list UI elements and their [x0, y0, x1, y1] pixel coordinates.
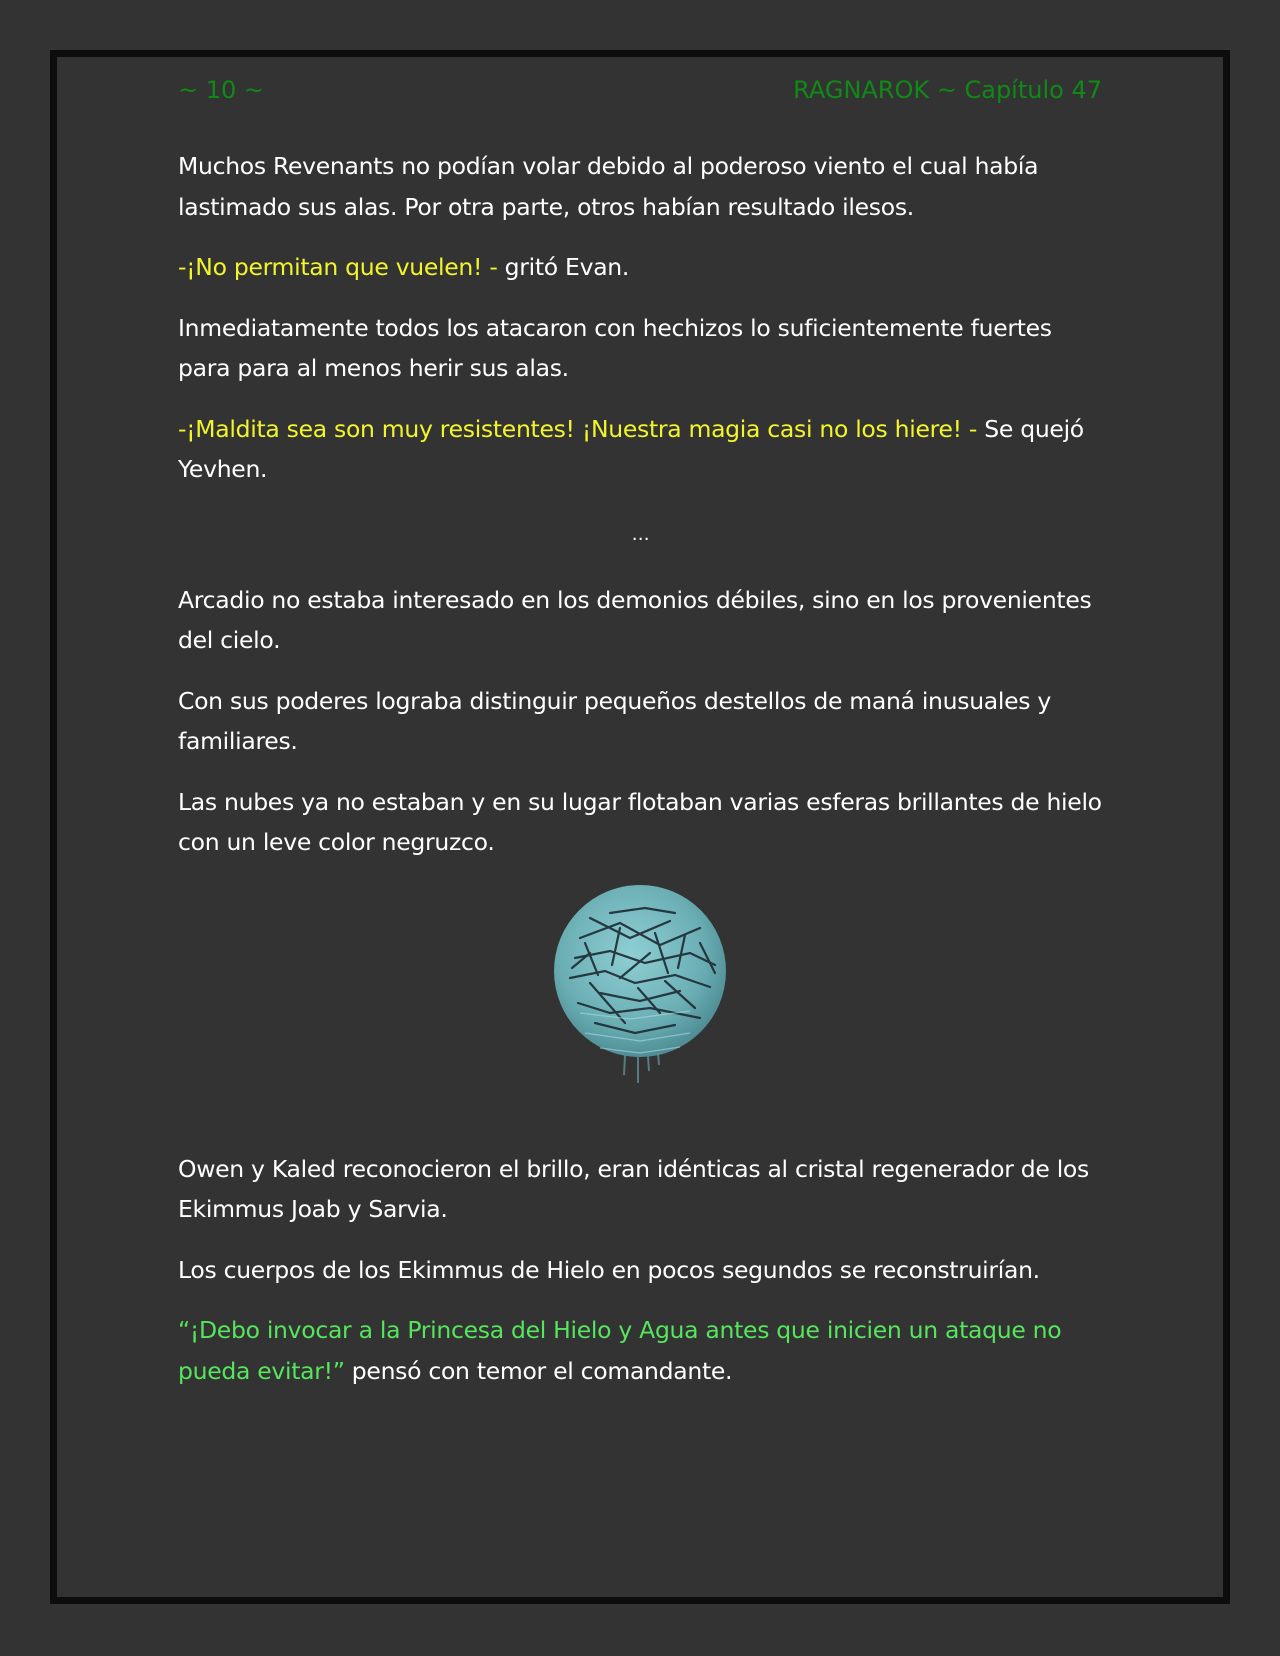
dialogue-tag-evan: gritó Evan.: [497, 253, 630, 281]
page-number: ~ 10 ~: [178, 76, 265, 104]
paragraph-10: [178, 1310, 1103, 1391]
paragraph-9: Los cuerpos de los Ekimmus de Hielo en pocos segundos se reconstruirían.: [178, 1255, 1040, 1284]
paragraph-3: Inmediatamente todos los atacaron con hechizos lo suficientemente fuertes para para al menos herir sus alas.: [178, 313, 1052, 382]
ice-orb-image: [550, 883, 730, 1088]
thought-tag-commander: pensó con temor el comandante.: [344, 1356, 733, 1385]
running-title: RAGNAROK ~ Capítulo 47: [793, 76, 1102, 104]
chapter-text: [178, 146, 1103, 1411]
dialogue-yevhen: -¡Maldita sea son muy resistentes! ¡Nuestra magia casi no los hiere! -: [178, 414, 978, 443]
paragraph-7: Las nubes ya no estaban y en su lugar flotaban varias esferas brillantes de hielo con un leve color negruzco.: [178, 787, 1102, 856]
ice-orb-illustration: [178, 883, 1103, 1115]
paragraph-5: Arcadio no estaba interesado en los demonios débiles, sino en los provenientes del cielo.: [178, 585, 1092, 654]
thought-commander: “¡Debo invocar a la Princesa del Hielo y Agua antes que inicien un ataque no pueda evitar!”: [178, 1316, 1062, 1385]
paragraph-8: Owen y Kaled reconocieron el brillo, eran idénticas al cristal regenerador de los Ekimmus Joab y Sarvia.: [178, 1154, 1089, 1223]
page-header: [178, 76, 1102, 112]
paragraph-4: [178, 409, 1103, 490]
paragraph-2: [178, 247, 1103, 288]
paragraph-6: Con sus poderes lograba distinguir pequeños destellos de maná inusuales y familiares.: [178, 686, 1051, 755]
paragraph-1: Muchos Revenants no podían volar debido al poderoso viento el cual había lastimado sus alas. Por otra parte, otros habían resultado ilesos.: [178, 152, 1039, 221]
dialogue-evan: -¡No permitan que vuelen! -: [178, 253, 498, 281]
scene-break: …: [631, 523, 650, 545]
dialogue-tag-yevhen: Se quejó Yevhen.: [178, 414, 1084, 483]
